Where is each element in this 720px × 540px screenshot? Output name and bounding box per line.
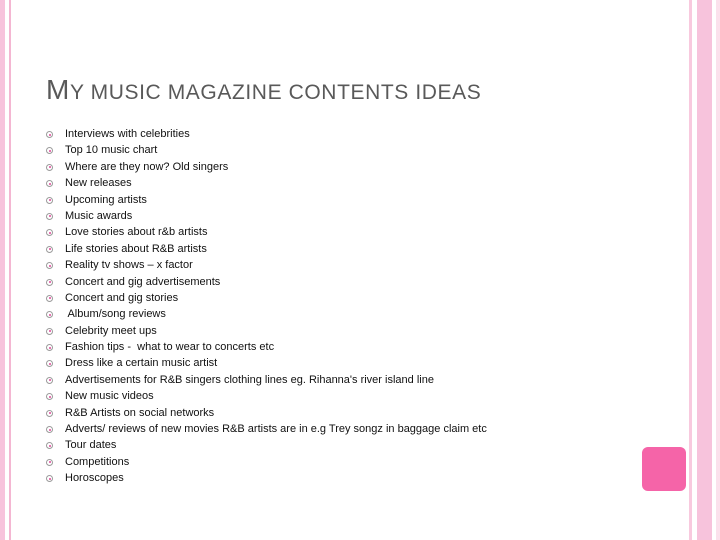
list-item-text: Where are they now? Old singers bbox=[65, 160, 229, 173]
list-item bbox=[46, 306, 487, 322]
list-item bbox=[46, 208, 487, 224]
circle-bullet-icon bbox=[46, 213, 53, 220]
list-item-text: Life stories about R&B artists bbox=[65, 242, 207, 255]
list-item-text: Celebrity meet ups bbox=[65, 324, 157, 337]
circle-bullet-icon bbox=[46, 295, 53, 302]
circle-bullet-icon bbox=[46, 442, 53, 449]
circle-bullet-icon bbox=[46, 328, 53, 335]
list-item-text: Upcoming artists bbox=[65, 193, 147, 206]
list-item bbox=[46, 257, 487, 273]
circle-bullet-icon bbox=[46, 164, 53, 171]
circle-bullet-icon bbox=[46, 246, 53, 253]
list-item-text: Album/song reviews bbox=[65, 308, 166, 321]
left-border-line bbox=[9, 0, 11, 540]
circle-bullet-icon bbox=[46, 147, 53, 154]
circle-bullet-icon bbox=[46, 229, 53, 236]
list-item bbox=[46, 421, 487, 437]
title-rest: Y MUSIC MAGAZINE CONTENTS IDEAS bbox=[69, 81, 482, 104]
circle-bullet-icon bbox=[46, 360, 53, 367]
list-item bbox=[46, 159, 487, 175]
list-item bbox=[46, 437, 487, 453]
list-item-text: Adverts/ reviews of new movies R&B artists are in e.g Trey songz in baggage claim etc bbox=[65, 423, 487, 436]
circle-bullet-icon bbox=[46, 410, 53, 417]
list-item-text: Reality tv shows – x factor bbox=[65, 259, 193, 272]
title-first-letter: M bbox=[46, 74, 70, 105]
circle-bullet-icon bbox=[46, 459, 53, 466]
circle-bullet-icon bbox=[46, 377, 53, 384]
circle-bullet-icon bbox=[46, 311, 53, 318]
list-item-text: Concert and gig advertisements bbox=[65, 275, 221, 288]
list-item-text: Dress like a certain music artist bbox=[65, 357, 218, 370]
left-border-stripe bbox=[0, 0, 5, 540]
list-item bbox=[46, 192, 487, 208]
list-item-text: Love stories about r&b artists bbox=[65, 226, 208, 239]
list-item-text: New releases bbox=[65, 177, 132, 190]
list-item bbox=[46, 241, 487, 257]
list-item-text: R&B Artists on social networks bbox=[65, 406, 215, 419]
list-item-text: Top 10 music chart bbox=[65, 144, 158, 157]
list-item-text: Competitions bbox=[65, 455, 130, 468]
list-item bbox=[46, 355, 487, 371]
list-item bbox=[46, 372, 487, 388]
circle-bullet-icon bbox=[46, 197, 53, 204]
circle-bullet-icon bbox=[46, 180, 53, 187]
circle-bullet-icon bbox=[46, 279, 53, 286]
list-item bbox=[46, 405, 487, 421]
list-item-text: Music awards bbox=[65, 209, 133, 222]
list-item bbox=[46, 274, 487, 290]
list-item bbox=[46, 339, 487, 355]
list-item bbox=[46, 323, 487, 339]
list-item-text: New music videos bbox=[65, 390, 154, 403]
list-item-text: Interviews with celebrities bbox=[65, 128, 190, 140]
circle-bullet-icon bbox=[46, 262, 53, 269]
contents-ideas-list bbox=[46, 126, 487, 487]
right-border-edge bbox=[716, 0, 720, 540]
circle-bullet-icon bbox=[46, 426, 53, 433]
list-item-text: Advertisements for R&B singers clothing lines eg. Rihanna's river island line bbox=[65, 373, 434, 386]
list-item bbox=[46, 142, 487, 158]
list-item bbox=[46, 224, 487, 240]
list-item-text: Fashion tips - what to wear to concerts etc bbox=[65, 341, 275, 354]
list-item bbox=[46, 126, 487, 142]
right-border-line bbox=[689, 0, 692, 540]
list-item-text: Horoscopes bbox=[65, 472, 124, 485]
list-item-text: Concert and gig stories bbox=[65, 291, 179, 304]
circle-bullet-icon bbox=[46, 131, 53, 138]
list-item bbox=[46, 388, 487, 404]
right-border-stripe bbox=[697, 0, 712, 540]
list-item bbox=[46, 175, 487, 191]
list-item bbox=[46, 454, 487, 470]
circle-bullet-icon bbox=[46, 393, 53, 400]
decorative-pink-square bbox=[642, 447, 686, 491]
circle-bullet-icon bbox=[46, 344, 53, 351]
list-item bbox=[46, 470, 487, 486]
list-item-text: Tour dates bbox=[65, 439, 117, 452]
slide-title bbox=[46, 74, 481, 106]
list-item bbox=[46, 290, 487, 306]
circle-bullet-icon bbox=[46, 475, 53, 482]
